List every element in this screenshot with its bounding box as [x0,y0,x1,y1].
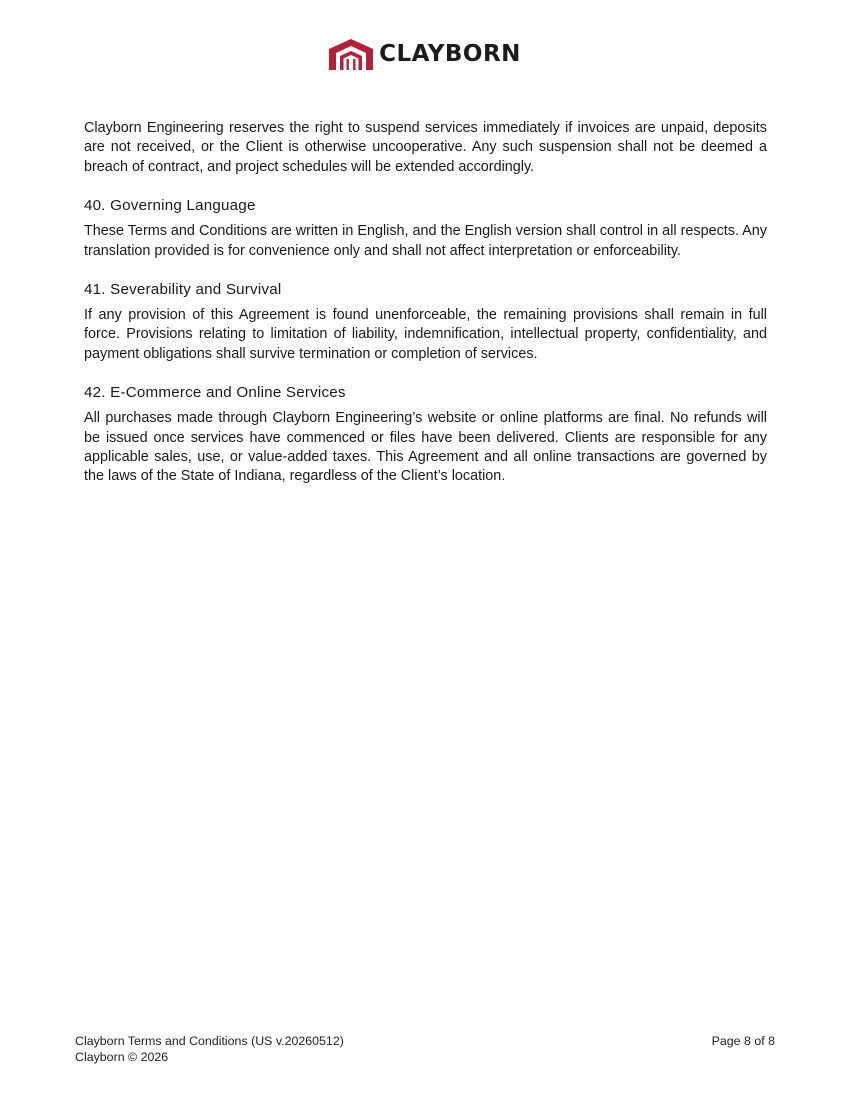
header-logo [0,38,850,70]
section-heading-41: 41. Severability and Survival [84,281,282,299]
footer-page-number: Page 8 of 8 [711,1034,775,1048]
footer-copyright: Clayborn © 2026 [75,1049,169,1064]
logo-wordmark: CLAYBORN [379,40,521,67]
footer-doc-title: Clayborn Terms and Conditions (US v.20260512) [75,1034,344,1048]
page-footer [75,1034,775,1065]
section-body-42: All purchases made through Clayborn Engineering’s website or online platforms are final. No refunds will be issued once services have commenced or files have been delivered. Clients are responsible for any applicable sales, use, or value-added taxes. This Agreement and all online transactions are governed by the laws of the State of Indiana, regardless of the Client’s location. [84,410,767,485]
document-body [84,119,767,487]
intro-paragraph: Clayborn Engineering reserves the right to suspend services immediately if invoices are unpaid, deposits are not received, or the Client is otherwise uncooperative. Any such suspension shall not be deemed a breach of contract, and project schedules will be extended accordingly. [84,120,767,175]
section-body-40: These Terms and Conditions are written in English, and the English version shall control in all respects. Any translation provided is for convenience only and shall not affect interpretation or enforceability. [84,223,767,259]
section-body-41: If any provision of this Agreement is found unenforceable, the remaining provisions shall remain in full force. Provisions relating to limitation of liability, indemnification, intellectual property, confidentiality, and payment obligations shall survive termination or completion of services. [84,307,767,362]
section-heading-42: 42. E-Commerce and Online Services [84,384,346,402]
section-heading-40: 40. Governing Language [84,197,256,215]
barn-arch-logo-icon [329,38,373,70]
